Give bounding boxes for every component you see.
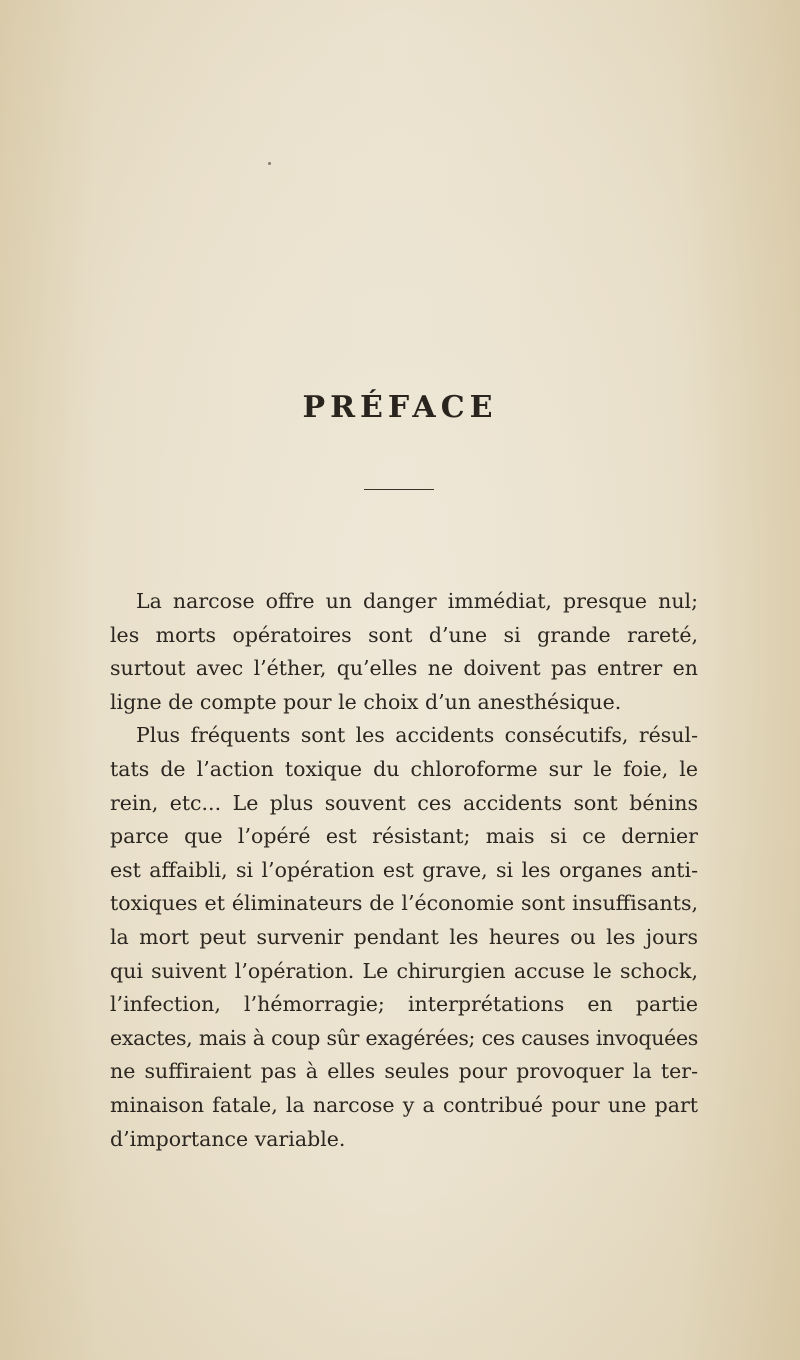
text-line: ne suffiraient pas à elles seules pour provoquer la ter- [110, 1059, 698, 1084]
text-line: tats de l’action toxique du chloroforme sur le foie, le [110, 756, 698, 781]
text-line: qui suivent l’opération. Le chirurgien accuse le schock, [110, 958, 698, 983]
title-divider [364, 489, 434, 490]
ink-fleck [268, 162, 271, 165]
text-line: minaison fatale, la narcose y a contribué pour une part [110, 1092, 698, 1117]
text-line: parce que l’opéré est résistant; mais si ce dernier [110, 824, 698, 849]
text-line: rein, etc... Le plus souvent ces accidents sont bénins [110, 790, 698, 815]
text-line: d’importance variable. [110, 1126, 346, 1151]
page-title: PRÉFACE [302, 390, 498, 425]
text-line: la mort peut survenir pendant les heures ou les jours [110, 924, 698, 949]
text-line: exactes, mais à coup sûr exagérées; ces causes invoquées [110, 1025, 698, 1050]
text-line: La narcose offre un danger immédiat, presque nul; [136, 589, 698, 613]
text-line: toxiques et éliminateurs de l’économie sont insuffisants, [110, 891, 698, 916]
text-line: surtout avec l’éther, qu’elles ne doivent pas entrer en [110, 656, 698, 681]
text-line: Plus fréquents sont les accidents consécutifs, résul- [136, 723, 698, 748]
preface-body [110, 585, 698, 1156]
text-line: ligne de compte pour le choix d’un anesthésique. [110, 689, 622, 714]
text-line: les morts opératoires sont d’une si grande rareté, [110, 622, 698, 647]
text-line: l’infection, l’hémorragie; interprétations en partie [110, 992, 698, 1017]
text-line: est affaibli, si l’opération est grave, si les organes anti- [110, 857, 698, 882]
